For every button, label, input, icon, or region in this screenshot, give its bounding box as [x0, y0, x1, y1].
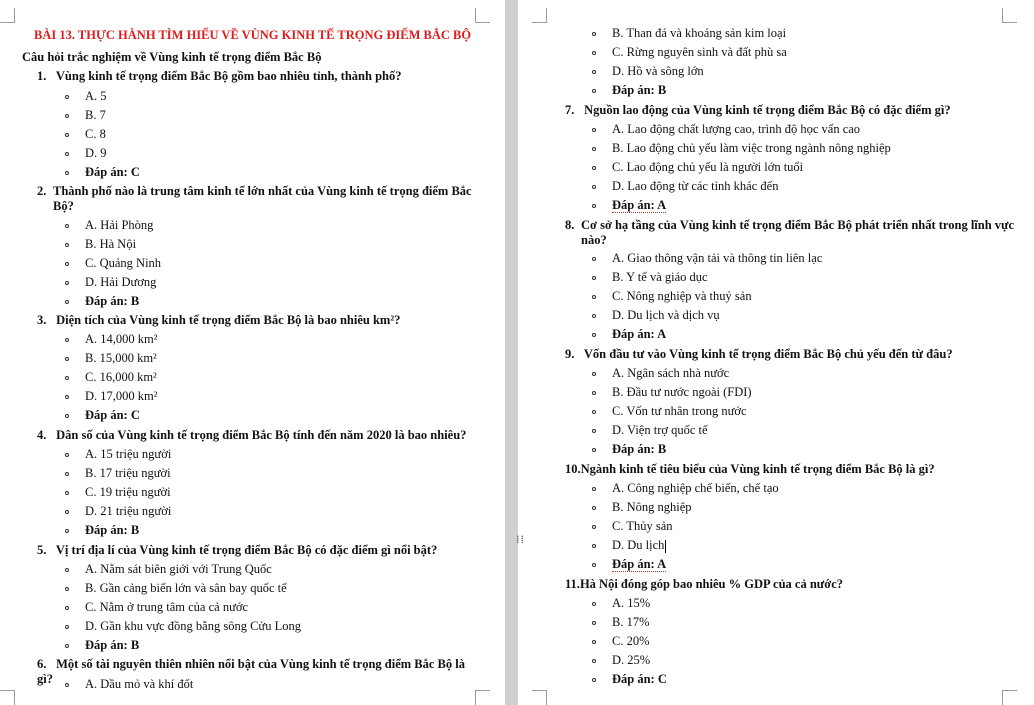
- text-cursor: [665, 540, 666, 553]
- option-7d[interactable]: D. Lao động từ các tỉnh khác đến: [612, 179, 778, 194]
- option-7b[interactable]: B. Lao động chủ yếu làm việc trong ngành nông nghiệp: [612, 141, 891, 156]
- option-1a[interactable]: A. 5: [85, 89, 107, 104]
- option-1d[interactable]: D. 9: [85, 146, 107, 161]
- drag-handle-icon[interactable]: ⁞⁞: [516, 533, 525, 546]
- option-1c[interactable]: C. 8: [85, 127, 106, 142]
- page-gutter: [505, 0, 518, 705]
- question-9[interactable]: 9. Vốn đầu tư vào Vùng kinh tế trọng điểm Bắc Bộ chủ yếu đến từ đâu?: [565, 347, 953, 361]
- option-5d[interactable]: D. Gần khu vực đồng bằng sông Cửu Long: [85, 619, 301, 634]
- option-11a[interactable]: A. 15%: [612, 596, 650, 611]
- document-title: BÀI 13. THỰC HÀNH TÌM HIỂU VỀ VÙNG KINH TẾ TRỌNG ĐIỂM BẮC BỘ: [34, 28, 472, 42]
- option-10a[interactable]: A. Công nghiệp chế biến, chế tạo: [612, 481, 779, 496]
- option-6b[interactable]: B. Than đá và khoáng sản kim loại: [612, 26, 786, 41]
- option-3b[interactable]: B. 15,000 km²: [85, 351, 157, 366]
- option-2d[interactable]: D. Hải Dương: [85, 275, 156, 290]
- answer-1[interactable]: Đáp án: C: [85, 165, 140, 180]
- option-10b[interactable]: B. Nông nghiệp: [612, 500, 692, 515]
- option-3c[interactable]: C. 16,000 km²: [85, 370, 157, 385]
- option-4b[interactable]: B. 17 triệu người: [85, 466, 171, 481]
- crop-mark: [475, 8, 490, 23]
- option-11b[interactable]: B. 17%: [612, 615, 650, 630]
- option-9a[interactable]: A. Ngân sách nhà nước: [612, 366, 729, 381]
- option-6c[interactable]: C. Rừng nguyên sinh và đất phù sa: [612, 45, 787, 60]
- answer-11[interactable]: Đáp án: C: [612, 672, 667, 687]
- option-8b[interactable]: B. Y tế và giáo dục: [612, 270, 708, 285]
- option-3d[interactable]: D. 17,000 km²: [85, 389, 158, 404]
- option-5b[interactable]: B. Gần cảng biển lớn và sân bay quốc tế: [85, 581, 287, 596]
- option-3a[interactable]: A. 14,000 km²: [85, 332, 158, 347]
- option-5a[interactable]: A. Nằm sát biên giới với Trung Quốc: [85, 562, 272, 577]
- option-8d[interactable]: D. Du lịch và dịch vụ: [612, 308, 720, 323]
- option-8a[interactable]: A. Giao thông vận tải và thông tin liên lạc: [612, 251, 822, 266]
- crop-mark: [0, 8, 15, 23]
- option-4c[interactable]: C. 19 triệu người: [85, 485, 171, 500]
- option-8c[interactable]: C. Nông nghiệp và thuỷ sản: [612, 289, 752, 304]
- question-11[interactable]: 11.Hà Nội đóng góp bao nhiêu % GDP của cả nước?: [565, 577, 844, 591]
- answer-6[interactable]: Đáp án: B: [612, 83, 666, 98]
- option-11c[interactable]: C. 20%: [612, 634, 650, 649]
- option-1b[interactable]: B. 7: [85, 108, 106, 123]
- document-page-right: [518, 0, 1034, 705]
- question-3[interactable]: 3. Diện tích của Vùng kinh tế trọng điểm Bắc Bộ là bao nhiêu km²?: [37, 313, 401, 327]
- option-10c[interactable]: C. Thủy sản: [612, 519, 673, 534]
- option-2c[interactable]: C. Quảng Ninh: [85, 256, 161, 271]
- crop-mark: [1002, 690, 1017, 705]
- option-9c[interactable]: C. Vốn tư nhân trong nước: [612, 404, 747, 419]
- answer-10[interactable]: Đáp án: A: [612, 557, 666, 572]
- question-7[interactable]: 7. Nguồn lao động của Vùng kinh tế trọng điểm Bắc Bộ có đặc điểm gì?: [565, 103, 951, 117]
- option-6a[interactable]: A. Dầu mỏ và khí đốt: [85, 677, 193, 692]
- option-4d[interactable]: D. 21 triệu người: [85, 504, 171, 519]
- answer-7[interactable]: Đáp án: A: [612, 198, 666, 213]
- option-7a[interactable]: A. Lao động chất lượng cao, trình độ học vấn cao: [612, 122, 860, 137]
- option-11d[interactable]: D. 25%: [612, 653, 650, 668]
- answer-4[interactable]: Đáp án: B: [85, 523, 139, 538]
- crop-mark: [1002, 8, 1017, 23]
- document-subtitle: Câu hỏi trắc nghiệm về Vùng kinh tế trọng điểm Bắc Bộ: [22, 50, 322, 64]
- option-7c[interactable]: C. Lao động chủ yếu là người lớn tuổi: [612, 160, 803, 175]
- option-10d[interactable]: D. Du lịch: [612, 538, 666, 553]
- question-1[interactable]: 1. Vùng kinh tế trọng điểm Bắc Bộ gồm bao nhiêu tỉnh, thành phố?: [37, 69, 402, 83]
- crop-mark: [475, 690, 490, 705]
- answer-2[interactable]: Đáp án: B: [85, 294, 139, 309]
- option-2b[interactable]: B. Hà Nội: [85, 237, 136, 252]
- question-10[interactable]: 10.Ngành kinh tế tiêu biểu của Vùng kinh tế trọng điểm Bắc Bộ là gì?: [565, 462, 935, 476]
- answer-5[interactable]: Đáp án: B: [85, 638, 139, 653]
- option-2a[interactable]: A. Hải Phòng: [85, 218, 153, 233]
- question-6[interactable]: 6. Một số tài nguyên thiên nhiên nổi bật của Vùng kinh tế trọng điểm Bắc Bộ là gì?: [37, 657, 465, 686]
- question-5[interactable]: 5. Vị trí địa lí của Vùng kinh tế trọng điểm Bắc Bộ có đặc điểm gì nổi bật?: [37, 543, 438, 557]
- question-8[interactable]: 8. Cơ sở hạ tầng của Vùng kinh tế trọng điểm Bắc Bộ phát triển nhất trong lĩnh vực nào?: [565, 218, 1015, 247]
- document-page-left: [0, 0, 505, 705]
- option-9b[interactable]: B. Đầu tư nước ngoài (FDI): [612, 385, 752, 400]
- option-6d[interactable]: D. Hồ và sông lớn: [612, 64, 704, 79]
- option-5c[interactable]: C. Nằm ở trung tâm của cả nước: [85, 600, 248, 615]
- crop-mark: [0, 690, 15, 705]
- answer-9[interactable]: Đáp án: B: [612, 442, 666, 457]
- option-4a[interactable]: A. 15 triệu người: [85, 447, 171, 462]
- option-9d[interactable]: D. Viện trợ quốc tế: [612, 423, 708, 438]
- answer-3[interactable]: Đáp án: C: [85, 408, 140, 423]
- question-4[interactable]: 4. Dân số của Vùng kinh tế trọng điểm Bắc Bộ tính đến năm 2020 là bao nhiêu?: [37, 428, 467, 442]
- crop-mark: [532, 8, 547, 23]
- crop-mark: [532, 690, 547, 705]
- answer-8[interactable]: Đáp án: A: [612, 327, 666, 342]
- question-2[interactable]: 2. Thành phố nào là trung tâm kinh tế lớn nhất của Vùng kinh tế trọng điểm Bắc Bộ?: [37, 184, 472, 213]
